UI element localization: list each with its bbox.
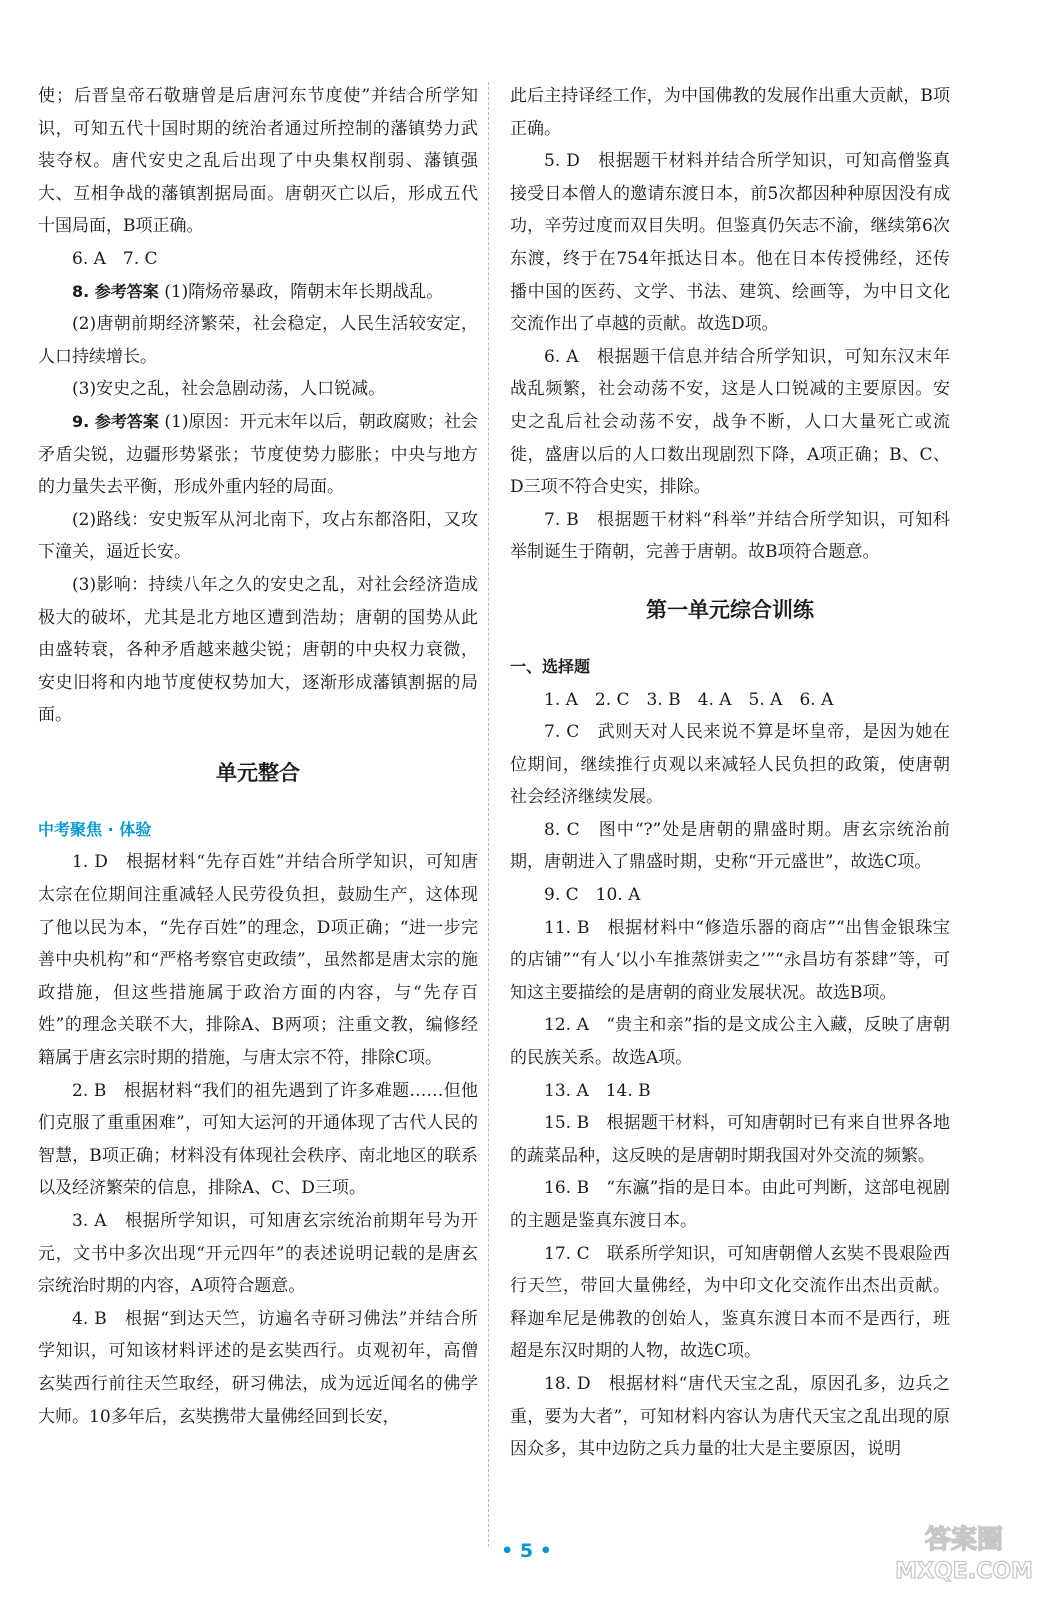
answer-12: 12. A “贵主和亲”指的是文成公主入藏，反映了唐朝的民族关系。故选A项。 — [510, 1015, 950, 1069]
question-2: 2. B 根据材料“我们的祖先遇到了许多难题……但他们克服了重重困难”，可知大运河的开通体现了古代人民的智慧，B项正确；材料没有体现社会秩序、南北地区的联系以及经济繁荣的信息，排除A、C、D三项。 — [38, 1080, 478, 1199]
paragraph: 使；后晋皇帝石敬瑭曾是后唐河东节度使”并结合所学知识，可知五代十国时期的统治者通过所控制的藩镇势力武装夺权。唐代安史之乱后出现了中央集权削弱、藩镇强大、互相争战的藩镇割据局面。唐朝灭亡以后，形成五代十国局面，B项正确。 — [38, 86, 478, 237]
section-title: 单元整合 — [216, 760, 300, 785]
question-5: 5. D 根据题干材料并结合所学知识，可知高僧鉴真接受日本僧人的邀请东渡日本，前5次都因种种原因没有成功，辛劳过度而双目失明。但鉴真仍矢志不渝，继续第6次东渡，终于在754年抵达日本。他在日本传授佛经，还传播中国的医药、文学、书法、建筑、绘画等，为中日文化交流作出了卓越的贡献。故选D项。 — [510, 151, 950, 335]
answer-8-part-2: (2)唐朝前期经济繁荣，社会稳定，人民生活较安定，人口持续增长。 — [38, 314, 478, 367]
question-7: 7. B 根据题干材料“科举”并结合所学知识，可知科举制诞生于隋朝，完善于唐朝。故B项符合题意。 — [510, 509, 950, 563]
subsection-label: 一、选择题 — [510, 656, 591, 676]
question-1: 1. D 根据材料“先存百姓”并结合所学知识，可知唐太宗在位期间注重减轻人民劳役负担，鼓励生产，这体现了他以民为本，“先存百姓”的理念，D项正确；“进一步完善中央机构”和“严格考察官吏政绩”，虽然都是唐太宗的施政措施，但这些措施属于政治方面的内容，与“先存百姓”的理念关联不大，排除A、B两项；注重文教，编修经籍属于唐玄宗时期的措施，与唐太宗不符，排除C项。 — [38, 852, 478, 1069]
answers-1-6: 1. A 2. C 3. B 4. A 5. A 6. A — [544, 689, 834, 710]
page-number: • 5 • — [501, 1540, 552, 1562]
answer-8: 8. C 图中“?”处是唐朝的鼎盛时期。唐玄宗统治前期，唐朝进入了鼎盛时期，史称“开元盛世”，故选C项。 — [510, 819, 950, 873]
right-column — [510, 80, 950, 1466]
answer-9-part-2: (2)路线：安史叛军从河北南下，攻占东都洛阳，又攻下潼关，逼近长安。 — [38, 509, 478, 563]
answers-9-10: 9. C 10. A — [544, 885, 641, 906]
answer-label: 9. 参考答案 — [72, 411, 159, 431]
answer-7: 7. C 武则天对人民来说不算是坏皇帝，是因为她在位期间，继续推行贞观以来减轻人民负担的政策，使唐朝社会经济继续发展。 — [510, 722, 950, 808]
paragraph: 此后主持译经工作，为中国佛教的发展作出重大贡献，B项正确。 — [510, 86, 950, 139]
question-4: 4. B 根据“到达天竺，访遍名寺研习佛法”并结合所学知识，可知该材料评述的是玄奘西行。贞观初年，高僧玄奘西行前往天竺取经，研习佛法，成为远近闻名的佛学大师。10多年后，玄奘携带大量佛经回到长安， — [38, 1308, 478, 1427]
section-title: 第一单元综合训练 — [646, 597, 814, 622]
answer-9: 9. 参考答案 (1)原因：开元末年以后，朝政腐败；社会矛盾尖锐，边疆形势紧张；节度使势力膨胀；中央与地方的力量失去平衡，形成外重内轻的局面。 — [38, 411, 478, 498]
question-6: 6. A 根据题干信息并结合所学知识，可知东汉末年战乱频繁，社会动荡不安，这是人口锐减的主要原因。安史之乱后社会动荡不安，战争不断，人口大量死亡或流徙，盛唐以后的人口数出现剧烈下降，A项正确；B、C、D三项不符合史实，排除。 — [510, 346, 950, 498]
answer-18: 18. D 根据材料“唐代天宝之乱，原因孔多，边兵之重，要为大者”，可知材料内容认为唐代天宝之乱出现的原因众多，其中边防之兵力量的壮大是主要原因，说明 — [510, 1373, 950, 1460]
column-divider — [488, 82, 489, 1547]
watermark-logo-icon — [889, 1516, 1039, 1586]
answers-13-14: 13. A 14. B — [544, 1080, 651, 1101]
watermark-url: MXQE.COM — [895, 1559, 1033, 1584]
answer-15: 15. B 根据题干材料，可知唐朝时已有来自世界各地的蔬菜品种，这反映的是唐朝时期我国对外交流的频繁。 — [510, 1113, 950, 1166]
answer-8: 8. 参考答案 (1)隋炀帝暴政，隋朝末年长期战乱。 — [72, 281, 444, 302]
answer-17: 17. C 联系所学知识，可知唐朝僧人玄奘不畏艰险西行天竺，带回大量佛经，为中印文化交流作出杰出贡献。释迦牟尼是佛教的创始人，鉴真东渡日本而不是西行，班超是东汉时期的人物，故选C项。 — [510, 1243, 950, 1362]
subsection-title: 中考聚焦 · 体验 — [38, 819, 152, 839]
answer-8-part-3: (3)安史之乱，社会急剧动荡，人口锐减。 — [72, 379, 386, 400]
answer-line: 6. A 7. C — [72, 248, 158, 269]
answer-11: 11. B 根据材料中“修造乐器的商店”“出售金银珠宝的店铺”“有人‘以小车推蒸饼卖之’”“永昌坊有茶肆”等，可知这主要描绘的是唐朝的商业发展状况。故选B项。 — [510, 917, 950, 1003]
left-column — [38, 80, 478, 1433]
answer-label: 8. 参考答案 — [72, 281, 159, 301]
answer-9-part-3: (3)影响：持续八年之久的安史之乱，对社会经济造成极大的破坏，尤其是北方地区遭到浩劫；唐朝的国势从此由盛转衰，各种矛盾越来越尖锐；唐朝的中央权力衰微，安史旧将和内地节度使权势加大，逐渐形成藩镇割据的局面。 — [38, 574, 478, 726]
watermark-cn: 答案圈 — [924, 1525, 1004, 1555]
question-3: 3. A 根据所学知识，可知唐玄宗统治前期年号为开元，文书中多次出现“开元四年”的表述说明记载的是唐玄宗统治时期的内容，A项符合题意。 — [38, 1211, 478, 1297]
answer-16: 16. B “东瀛”指的是日本。由此可判断，这部电视剧的主题是鉴真东渡日本。 — [510, 1178, 950, 1231]
